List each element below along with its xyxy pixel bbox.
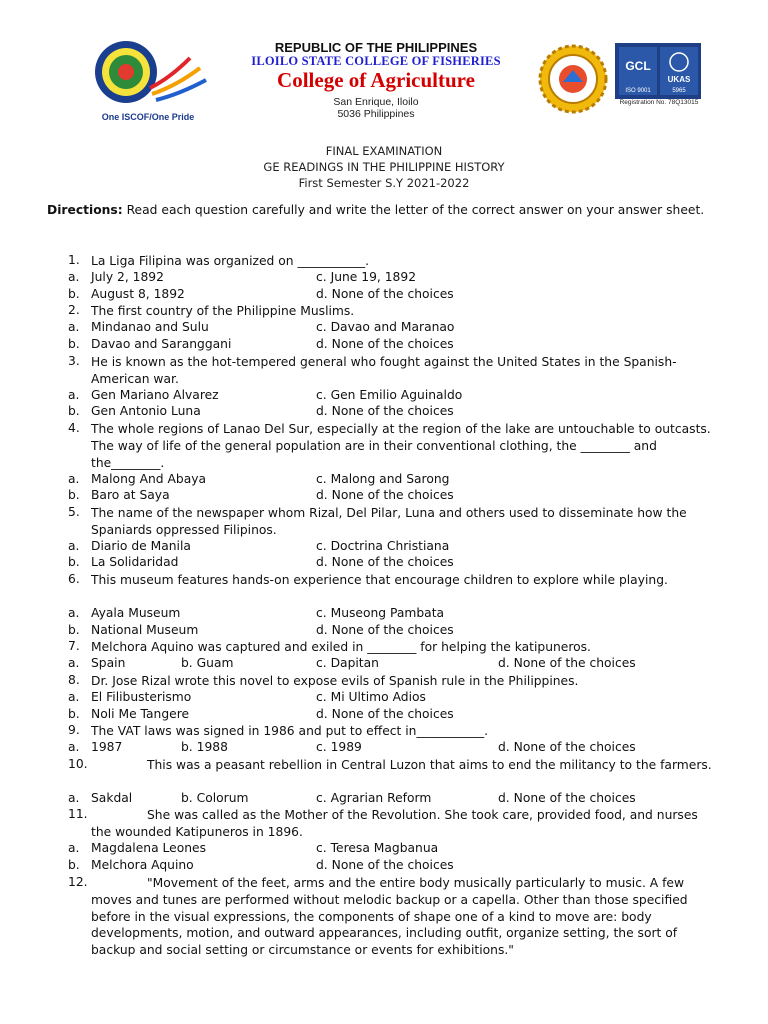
q6-choice-a: Ayala Museum — [91, 606, 181, 620]
republic-heading: REPUBLIC OF THE PHILIPPINES — [274, 40, 478, 55]
q10-choice-b: b. Colorum — [181, 791, 249, 805]
choice-letter: b. — [68, 623, 80, 637]
logo-caption: One ISCOF/One Pride — [101, 112, 195, 122]
q2-choice-d: d. None of the choices — [316, 337, 454, 351]
q8-choice-a: El Filibusterismo — [91, 690, 192, 704]
q2-choice-c: c. Davao and Maranao — [316, 320, 455, 334]
college-name: College of Agriculture — [277, 68, 475, 92]
choice-letter: b. — [68, 555, 80, 569]
choice-letter: a. — [68, 656, 80, 670]
q5-choice-d: d. None of the choices — [316, 555, 454, 569]
q7-choice-c: c. Dapitan — [316, 656, 379, 670]
q9-choice-d: d. None of the choices — [498, 740, 636, 754]
exam-term: First Semester S.Y 2021-2022 — [298, 176, 470, 190]
iso-label: ISO 9001 — [625, 88, 651, 94]
directions — [47, 202, 717, 219]
question-number: 5. — [68, 505, 80, 519]
q4-choice-a: Malong And Abaya — [91, 472, 207, 486]
choice-letter: a. — [68, 740, 80, 754]
choice-letter: a. — [68, 472, 80, 486]
q6-choice-c: c. Museong Pambata — [316, 606, 445, 620]
question-number: 1. — [68, 253, 80, 267]
question-number: 3. — [68, 354, 80, 368]
question-5-text: The name of the newspaper whom Rizal, Del Pilar, Luna and others used to disseminate how the Spaniards oppressed Filipinos. — [91, 506, 687, 537]
q11-choice-d: d. None of the choices — [316, 858, 454, 872]
q10-choice-a: Sakdal — [91, 791, 133, 805]
choice-letter: a. — [68, 690, 80, 704]
q9-choice-c: c. 1989 — [316, 740, 362, 754]
question-11-text: She was called as the Mother of the Revolution. She took care, provided food, and nurses the wounded Katipuneros in 1896. — [91, 808, 698, 839]
choice-letter: b. — [68, 858, 80, 872]
choice-letter: a. — [68, 841, 80, 855]
question-number: 2. — [68, 303, 80, 317]
q3-choice-c: c. Gen Emilio Aguinaldo — [316, 388, 463, 402]
directions-text: Read each question carefully and write the letter of the correct answer on your answer sheet. — [122, 203, 705, 217]
directions-label: Directions: — [47, 203, 123, 217]
question-3-text: He is known as the hot-tempered general who fought against the United States in the Spanish- American war. — [91, 355, 677, 386]
question-number: 11. — [68, 807, 88, 821]
q7-choice-a: Spain — [91, 656, 126, 670]
choice-letter: a. — [68, 270, 80, 284]
question-4-text: The whole regions of Lanao Del Sur, especially at the region of the lake are untouchable to outcasts. The way of life of the general population are in their conventional clothing, the ________ and the________. — [91, 422, 711, 470]
q1-choice-a: July 2, 1892 — [91, 270, 164, 284]
question-number: 10. — [68, 757, 88, 771]
exam-subject: GE READINGS IN THE PHILIPPINE HISTORY — [263, 160, 505, 174]
question-10-text: This was a peasant rebellion in Central Luzon that aims to end the militancy to the farmers. — [147, 758, 712, 772]
q4-choice-b: Baro at Saya — [91, 488, 170, 502]
q10-choice-d: d. None of the choices — [498, 791, 636, 805]
q10-choice-c: c. Agrarian Reform — [316, 791, 432, 805]
question-number: 12. — [68, 875, 88, 889]
choice-letter: a. — [68, 539, 80, 553]
q1-choice-d: d. None of the choices — [316, 287, 454, 301]
q11-choice-a: Magdalena Leones — [91, 841, 207, 855]
q2-choice-b: Davao and Saranggani — [91, 337, 232, 351]
q5-choice-c: c. Doctrina Christiana — [316, 539, 450, 553]
q1-choice-b: August 8, 1892 — [91, 287, 185, 301]
q8-choice-b: Noli Me Tangere — [91, 707, 190, 721]
q7-choice-b: b. Guam — [181, 656, 234, 670]
q5-choice-b: La Solidaridad — [91, 555, 179, 569]
q6-choice-d: d. None of the choices — [316, 623, 454, 637]
question-6-text: This museum features hands-on experience that encourage children to explore while playing. — [91, 573, 668, 587]
question-7-text: Melchora Aquino was captured and exiled in ________ for helping the katipuneros. — [91, 640, 591, 654]
q11-choice-b: Melchora Aquino — [91, 858, 194, 872]
question-number: 4. — [68, 421, 80, 435]
choice-letter: b. — [68, 287, 80, 301]
question-number: 8. — [68, 673, 80, 687]
choice-letter: b. — [68, 404, 80, 418]
q1-choice-c: c. June 19, 1892 — [316, 270, 417, 284]
choice-letter: a. — [68, 791, 80, 805]
q7-choice-d: d. None of the choices — [498, 656, 636, 670]
question-number: 9. — [68, 723, 80, 737]
exam-type: FINAL EXAMINATION — [325, 144, 443, 158]
q8-choice-c: c. Mi Ultimo Adios — [316, 690, 426, 704]
q4-choice-d: d. None of the choices — [316, 488, 454, 502]
q9-choice-a: 1987 — [91, 740, 123, 754]
q8-choice-d: d. None of the choices — [316, 707, 454, 721]
choice-letter: a. — [68, 320, 80, 334]
question-1-text: La Liga Filipina was organized on ___________. — [91, 254, 370, 268]
q3-choice-a: Gen Mariano Alvarez — [91, 388, 219, 402]
ukas-number: 5965 — [672, 88, 686, 94]
choice-letter: b. — [68, 488, 80, 502]
ukas-text: UKAS — [667, 75, 691, 84]
address-line-2: 5036 Philippines — [337, 108, 415, 120]
question-12-text: "Movement of the feet, arms and the entire body musically particularly to music. A few moves and tunes are performed without melodic backup or a capella. Other than those specified before in the visual expressions, the components of shape one of a kind to move are: body developments, motion, and outward appearances, including outfit, organize setting, the sort of backup and social setting or circumstance or events for exhibitions." — [91, 876, 688, 958]
choice-letter: b. — [68, 707, 80, 721]
q2-choice-a: Mindanao and Sulu — [91, 320, 209, 334]
question-8-text: Dr. Jose Rizal wrote this novel to expose evils of Spanish rule in the Philippines. — [91, 674, 579, 688]
question-number: 7. — [68, 639, 80, 653]
q3-choice-b: Gen Antonio Luna — [91, 404, 201, 418]
choice-letter: a. — [68, 388, 80, 402]
q5-choice-a: Diario de Manila — [91, 539, 191, 553]
question-2-text: The first country of the Philippine Muslims. — [91, 304, 355, 318]
registration-number: Registration No. 78Q13015 — [619, 99, 699, 106]
school-name: ILOILO STATE COLLEGE OF FISHERIES — [251, 54, 501, 68]
address-line-1: San Enrique, Iloilo — [333, 96, 419, 108]
q9-choice-b: b. 1988 — [181, 740, 228, 754]
question-9-text: The VAT laws was signed in 1986 and put to effect in___________. — [91, 724, 489, 738]
q6-choice-b: National Museum — [91, 623, 199, 637]
college-gear-seal-logo — [538, 44, 608, 114]
choice-letter: a. — [68, 606, 80, 620]
q4-choice-c: c. Malong and Sarong — [316, 472, 450, 486]
q11-choice-c: c. Teresa Magbanua — [316, 841, 439, 855]
gcl-text: GCL — [625, 59, 651, 73]
question-number: 6. — [68, 572, 80, 586]
choice-letter: b. — [68, 337, 80, 351]
q3-choice-d: d. None of the choices — [316, 404, 454, 418]
